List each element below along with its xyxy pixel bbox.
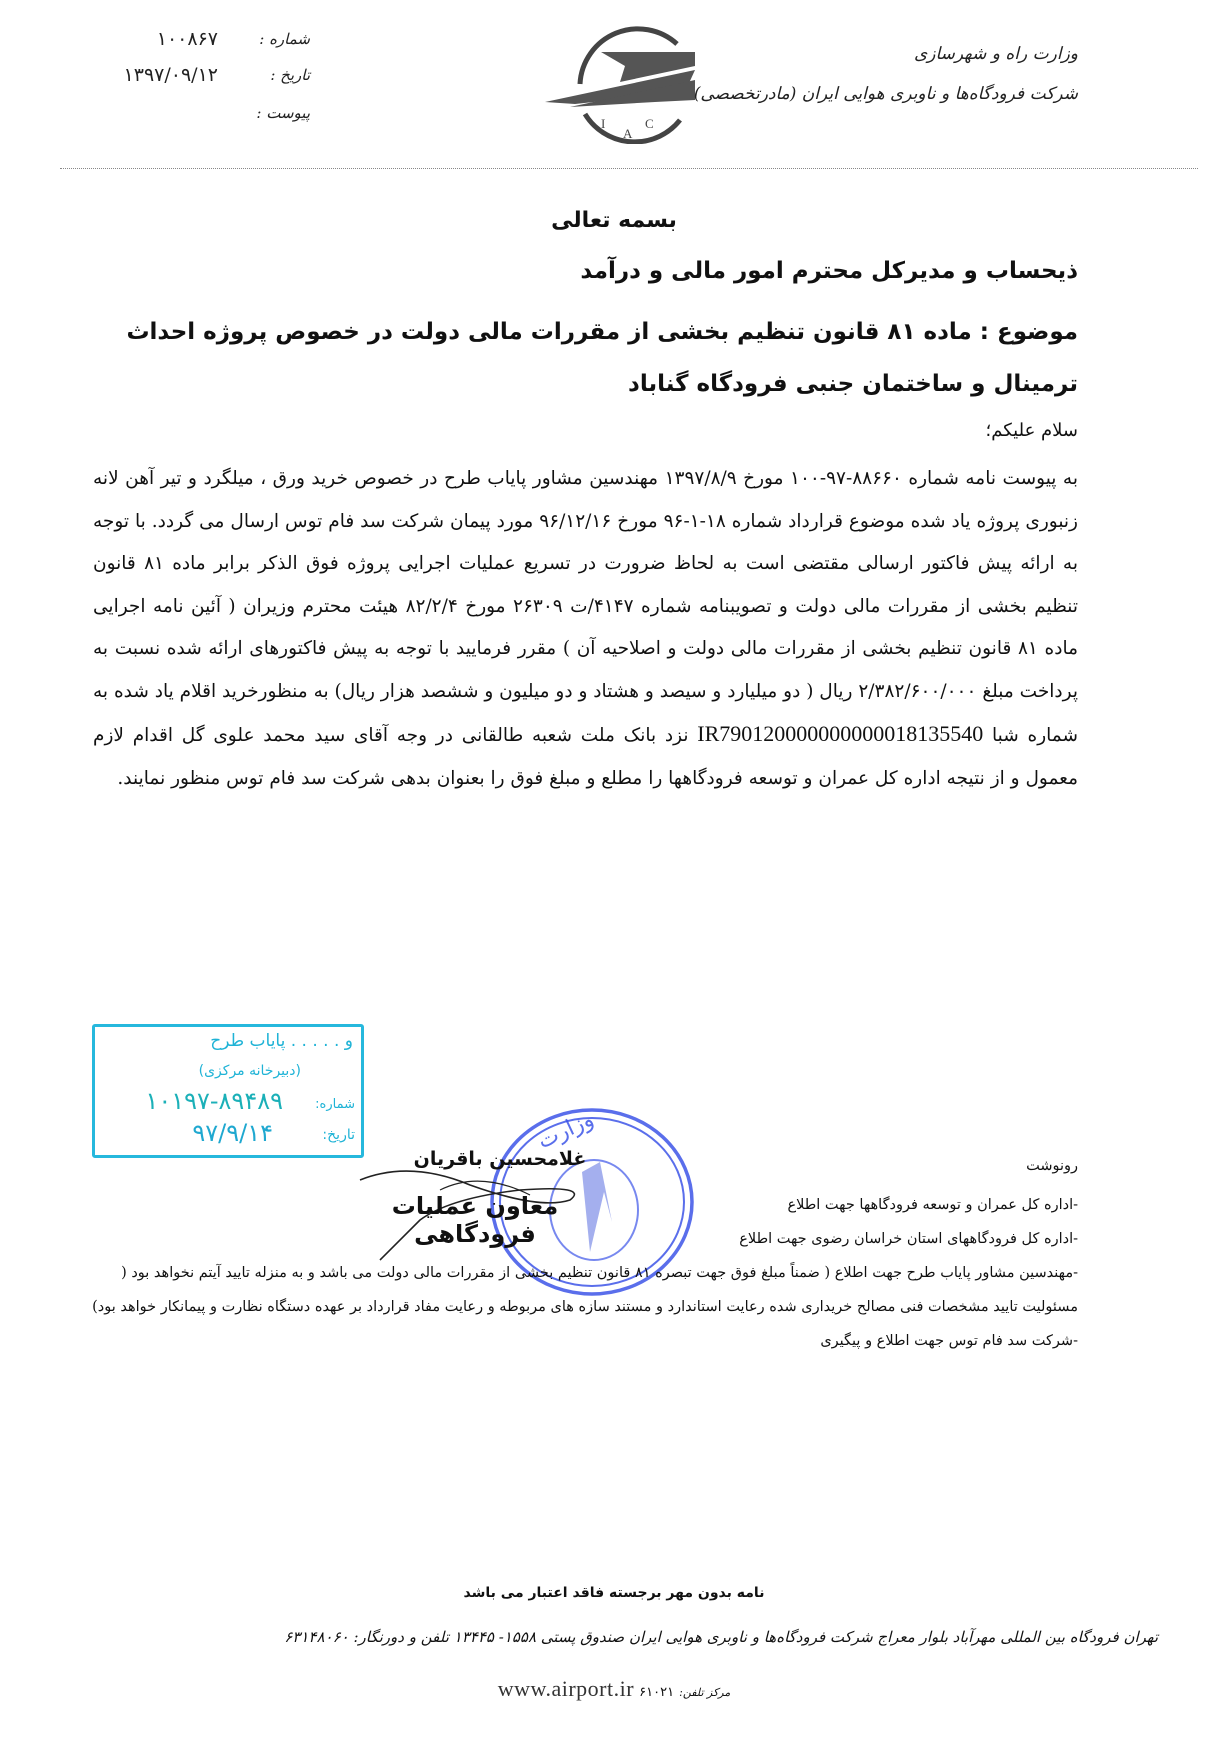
signer-title: معاون عملیات فرودگاهی <box>391 1192 559 1248</box>
greeting: سلام علیکم؛ <box>985 420 1078 441</box>
stamp-secretariat-line: (دبیرخانه مرکزی) <box>198 1063 301 1079</box>
footer-center-phone: ۶۱۰۲۱ <box>639 1685 675 1700</box>
letter-date-label: تاریخ : <box>270 66 310 84</box>
logo-letter-a: A <box>623 126 633 141</box>
footer-center-label: مرکز تلفن: <box>679 1686 731 1699</box>
bismillah-heading: بسمه تعالی <box>551 208 677 233</box>
letter-date-row <box>110 64 310 92</box>
body-text-part1: به پیوست نامه شماره ۸۸۶۶۰-۹۷-۱۰۰ مورخ ۱۳۹۷/۸/۹ مهندسین مشاور پایاب طرح در خصوص خرید ورق ، میلگرد و تیر آهن لانه زنبوری پروژه یاد شده موضوع قرارداد شماره ۱۸-۱-۹۶ مورخ ۹۶/۱۲/۱۶ مورد پیمان شرکت سد فام توس ارسال می گردد. با توجه به ارائه پیش فاکتور ارسالی مقتضی است به لحاظ ضرورت در تسریع عملیات اجرایی پروژه فوق الذکر برابر ماده ۸۱ قانون تنظیم بخشی از مقررات مالی دولت و تصویبنامه شماره ۴۱۴۷/ت ۲۶۳۰۹ مورخ ۸۲/۲/۴ هیئت محترم وزیران ( آئین نامه اجرایی ماده ۸۱ قانون تنظیم بخشی از مقررات مالی دولت و اصلاحیه آن ) مقرر فرمایید با توجه به پیش فاکتورهای ارائه شده نسبت به پرداخت مبلغ ۲/۳۸۲/۶۰۰/۰۰۰ ریال ( دو میلیارد و سیصد و هشتاد و دو میلیون و ششصد هزار ریال) به منظورخرید اقلام یاد شده به شماره شبا <box>93 468 1079 746</box>
stamp-number-label: شماره: <box>315 1097 355 1112</box>
registration-stamp <box>92 1024 364 1158</box>
cc-item: -اداره کل فرودگاههای استان خراسان رضوی جهت اطلاع <box>739 1231 1078 1247</box>
cc-item: -شرکت سد فام توس جهت اطلاع و پیگیری <box>820 1333 1078 1349</box>
logo-letter-i: I <box>601 116 606 131</box>
letter-number-label: شماره : <box>259 30 310 48</box>
iac-logo <box>545 22 695 144</box>
footer-validity-note: نامه بدون مهر برجسته فاقد اعتبار می باشد <box>463 1585 765 1601</box>
cc-item: -اداره کل عمران و توسعه فرودگاهها جهت اطلاع <box>787 1197 1078 1213</box>
letter-body <box>93 458 1078 800</box>
footer-address: تهران فرودگاه بین المللی مهرآباد بلوار معراج شرکت فرودگاه‌ها و ناوبری هوایی ایران صندوق پستی ۱۵۵۸- ۱۳۴۴۵ تلفن و دورنگار: ۶۳۱۴۸۰۶۰ <box>284 1628 1158 1646</box>
letter-attachment-row <box>110 102 310 130</box>
body-text-part2: نزد بانک ملت شعبه طالقانی در وجه آقای سید محمد علوی گل اقدام لازم معمول و از نتیجه اداره کل عمران و توسعه فرودگاهها را مطلع و مبلغ فوق را بعنوان بدهی شرکت سد فام توس منظور نمایند. <box>93 725 1078 789</box>
stamp-date-label: تاریخ: <box>322 1127 355 1143</box>
footer-website-link[interactable]: www.airport.ir <box>497 1676 635 1701</box>
ministry-name: وزارت راه و شهرسازی <box>913 44 1078 64</box>
stamp-date-value: ۹۷/۹/۱۴ <box>192 1119 273 1147</box>
stamp-company-line: و . . . . . پایاب طرح <box>210 1031 353 1051</box>
cc-item: -مهندسین مشاور پایاب طرح جهت اطلاع ( ضمناً مبلغ فوق جهت تبصره ۸۱ قانون تنظیم بخشی از مقررات مالی دولت می باشد و به منزله تایید آیتم نخواهد بود ( مسئولیت تایید مشخصات فنی مصالح خریداری شده رعایت استاندارد و مستند سازه های مربوطه و رعایت مفاد قرارداد بر عهده دستگاه نظارت و پیمانکار خواهد بود) <box>92 1265 1078 1315</box>
letter-number-value: ۱۰۰۸۶۷ <box>156 28 218 50</box>
logo-letter-c: C <box>645 116 654 131</box>
seal-text: وزارت <box>533 1106 598 1155</box>
header-divider <box>60 168 1198 169</box>
signer-name: غلامحسین باقریان <box>413 1148 587 1170</box>
cc-list <box>88 1188 1078 1358</box>
letter-attachment-label: پیوست : <box>256 104 310 122</box>
stamp-number-value: ۱۰۱۹۷-۸۹۴۸۹ <box>145 1087 283 1115</box>
letter-number-row <box>110 28 310 56</box>
subject-line: موضوع : ماده ۸۱ قانون تنظیم بخشی از مقررات مالی دولت در خصوص پروژه احداث ترمینال و ساختمان جنبی فرودگاه گناباد <box>126 319 1078 397</box>
letter-date-value: ۱۳۹۷/۰۹/۱۲ <box>123 64 218 86</box>
company-name: شرکت فرودگاه‌ها و ناوبری هوایی ایران (مادرتخصصی) <box>693 84 1078 104</box>
cc-heading: رونوشت <box>1026 1158 1078 1174</box>
iban-number: IR790120000000000018135540 <box>697 721 984 746</box>
footer-web-line <box>0 1676 1228 1702</box>
addressee: ذیحساب و مدیرکل محترم امور مالی و درآمد <box>580 258 1078 284</box>
